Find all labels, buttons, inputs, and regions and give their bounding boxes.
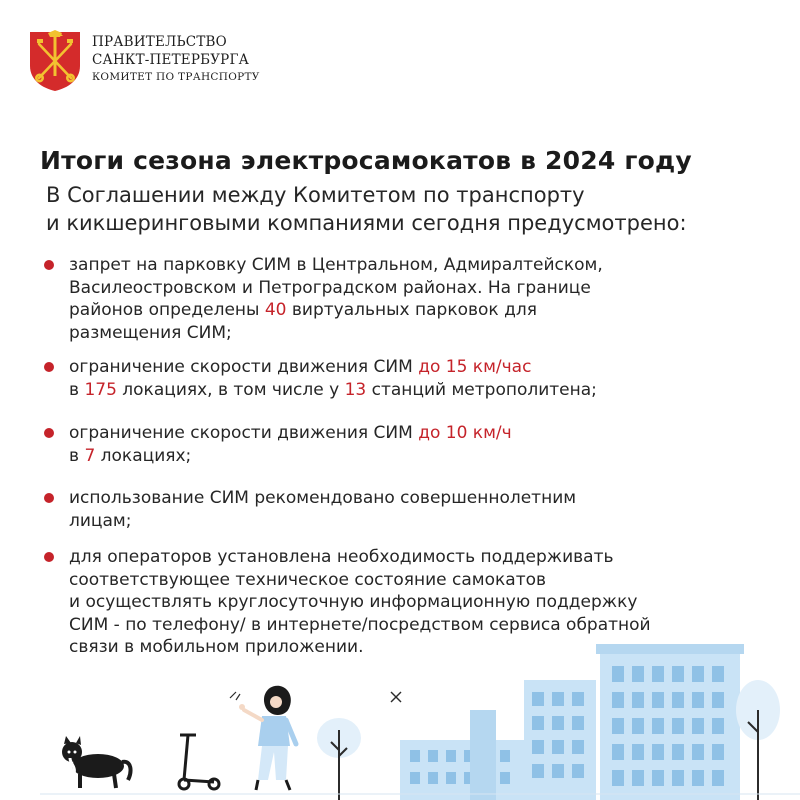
item-text-line: Василеостровском и Петроградском районах. На границе — [69, 277, 591, 298]
list-item-adult-use — [44, 487, 784, 532]
cat-icon — [62, 736, 130, 788]
text-fragment: районов определены — [69, 300, 265, 320]
item-text-line: связи в мобильном приложении. — [69, 637, 364, 657]
intro-line1: В Соглашении между Комитетом по транспорту — [46, 183, 585, 207]
spb-emblem-icon — [28, 30, 82, 92]
text-fragment: ограничение скорости движения СИМ — [69, 357, 419, 377]
org-name-line1: ПРАВИТЕЛЬСТВО — [92, 34, 227, 50]
highlight-speed: до 15 км/час — [418, 357, 532, 377]
highlight-number: 7 — [84, 445, 96, 466]
list-item-parking-ban — [44, 254, 784, 344]
sparkle-icon — [391, 692, 401, 702]
text-fragment: локациях, в том числе у — [116, 379, 345, 400]
agreement-list — [44, 254, 784, 659]
item-text-line — [69, 422, 784, 445]
building-icon — [596, 644, 744, 800]
text-fragment: в — [69, 445, 85, 466]
bullet-dot — [44, 552, 54, 562]
list-item-speed-limit-10 — [44, 422, 784, 467]
item-text-line: запрет на парковку СИМ в Центральном, Адмиралтейском, — [69, 255, 603, 275]
item-text-line: соответствующее техническое состояние самокатов — [69, 569, 547, 590]
bullet-dot — [44, 362, 54, 372]
tree-icon — [317, 718, 361, 800]
building-icon — [524, 680, 596, 800]
text-fragment: станций метрополитена; — [366, 379, 597, 400]
city-illustration — [0, 640, 800, 800]
scooter-icon — [179, 735, 219, 789]
highlight-number: 175 — [84, 379, 117, 400]
item-text-line — [69, 379, 784, 402]
org-name-line2: САНКТ-ПЕТЕРБУРГА — [92, 52, 250, 68]
bullet-dot — [44, 260, 54, 270]
item-text-line: лицам; — [69, 510, 132, 531]
bullet-dot — [44, 428, 54, 438]
woman-icon — [230, 686, 296, 790]
page-title: Итоги сезона электросамокатов в 2024 году — [40, 146, 692, 175]
item-text-line: и осуществлять круглосуточную информационную поддержку — [69, 592, 638, 612]
item-text-line: для операторов установлена необходимость поддерживать — [69, 547, 614, 567]
item-text-line — [69, 299, 784, 322]
item-text-line: СИМ - по телефону/ в интернете/посредством сервиса обратной — [69, 614, 651, 635]
item-text-line: использование СИМ рекомендовано совершеннолетним — [69, 488, 577, 508]
organization-name — [92, 33, 260, 86]
item-text-line: размещения СИМ; — [69, 322, 232, 343]
intro-line2: и кикшеринговыми компаниями сегодня предусмотрено: — [46, 211, 687, 235]
item-text-line — [69, 356, 784, 379]
tree-icon — [736, 680, 780, 800]
header — [28, 30, 260, 92]
bullet-dot — [44, 493, 54, 503]
text-fragment: виртуальных парковок для — [286, 300, 537, 320]
highlight-number: 13 — [344, 379, 367, 400]
list-item-speed-limit-15 — [44, 356, 784, 401]
text-fragment: в — [69, 379, 85, 400]
building-icon — [400, 710, 524, 800]
org-committee-line: КОМИТЕТ ПО ТРАНСПОРТУ — [92, 71, 260, 83]
highlight-number: 40 — [264, 300, 287, 320]
item-text-line — [69, 445, 784, 468]
highlight-speed: до 10 км/ч — [418, 423, 512, 443]
text-fragment: локациях; — [95, 445, 192, 466]
text-fragment: ограничение скорости движения СИМ — [69, 423, 419, 443]
intro-text — [46, 181, 786, 237]
